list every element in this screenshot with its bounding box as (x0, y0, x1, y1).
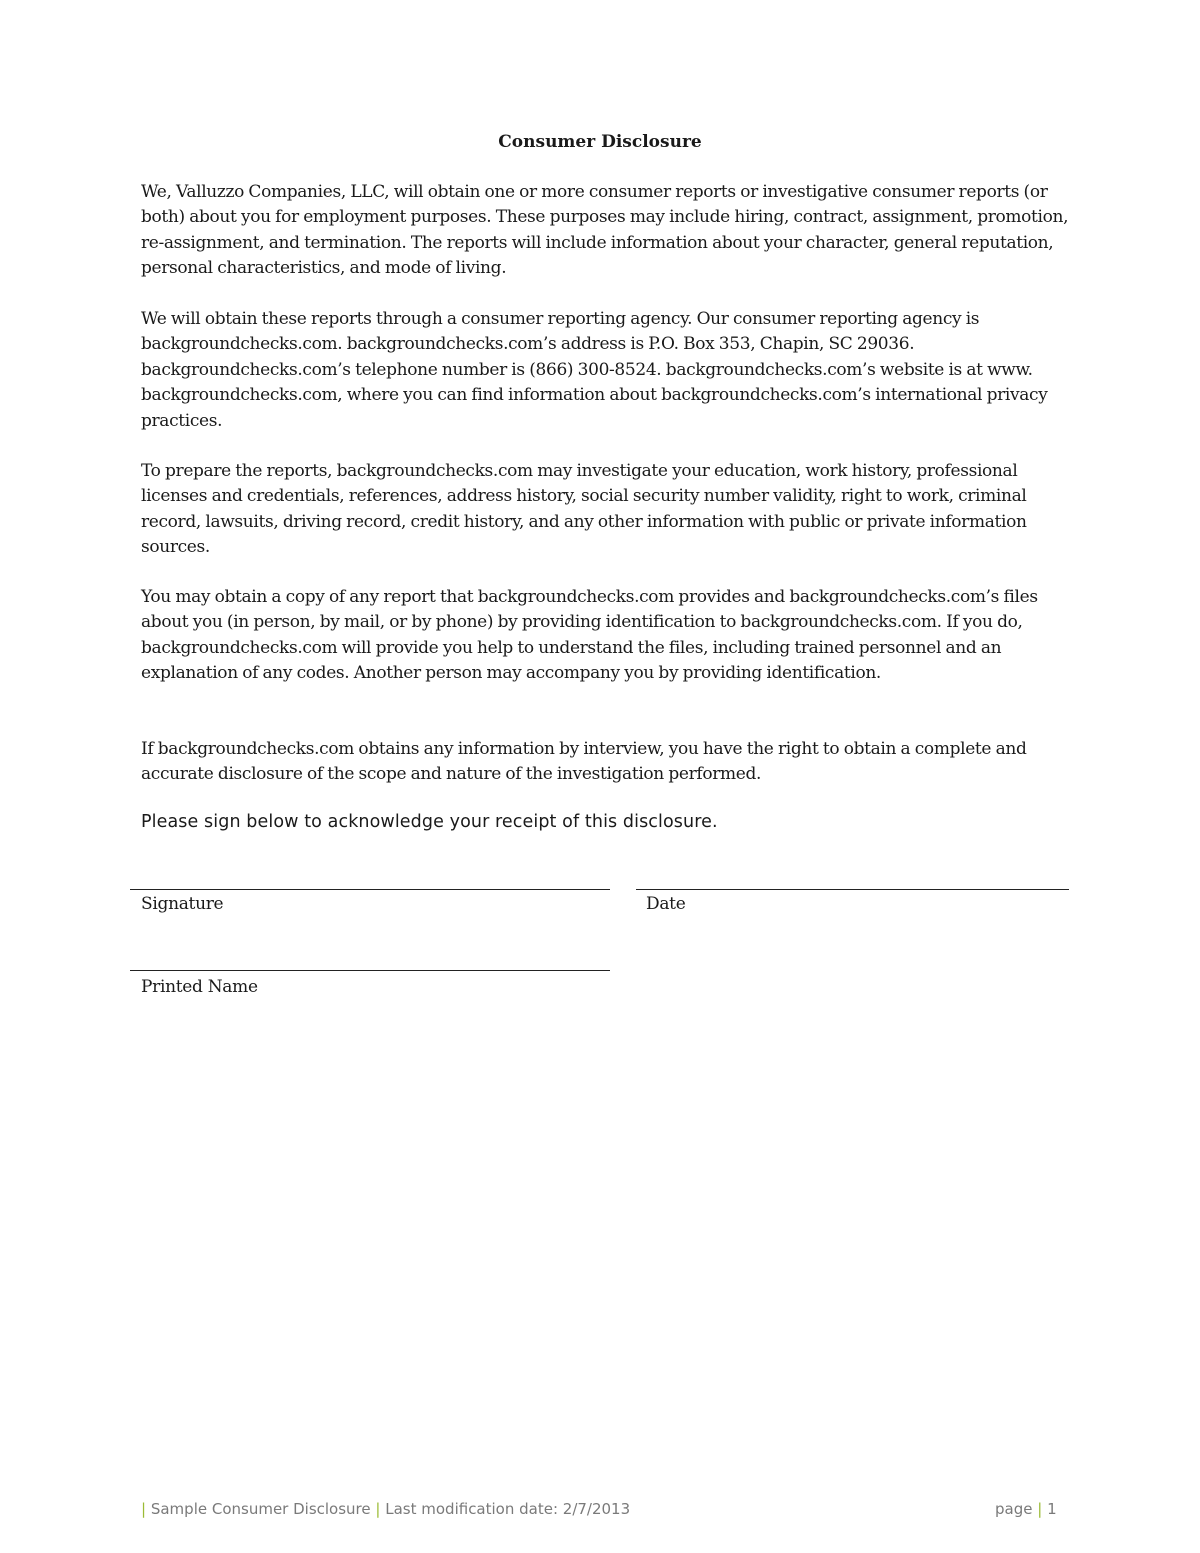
paragraph-interview: If backgroundchecks.com obtains any information by interview, you have the right to obtain a complete and accurate disclosure of the scope and nature of the investigation performed. (141, 739, 1027, 785)
paragraph-investigation: To prepare the reports, backgroundchecks.com may investigate your education, work history, professional licenses and credentials, references, address history, social security number validity, right to work, criminal record, lawsuits, driving record, credit history, and any other information with public or private information sources. (141, 461, 1027, 558)
acknowledgement-text: Please sign below to acknowledge your receipt of this disclosure. (141, 812, 718, 832)
paragraph-copy-rights: You may obtain a copy of any report that backgroundchecks.com provides and backgroundchecks.com’s files about you (in person, by mail, or by phone) by providing identification to backgroundchecks.com. If you do, backgroundchecks.com will provide you help to understand the files, including trained personnel and an explanation of any codes. Another person may accompany you by providing identification. (141, 587, 1038, 684)
printed-name-label: Printed Name (141, 977, 258, 997)
footer-document-name: Sample Consumer Disclosure (150, 1500, 371, 1518)
printed-name-line[interactable] (130, 970, 610, 971)
footer-modification-date: Last modification date: 2/7/2013 (385, 1500, 631, 1518)
footer-page-label: page (995, 1500, 1033, 1518)
footer-left (141, 1499, 630, 1519)
signature-label: Signature (141, 894, 224, 914)
footer-page-number (995, 1499, 1057, 1519)
footer-separator: | (141, 1500, 147, 1518)
signature-line[interactable] (130, 889, 610, 890)
paragraph-agency: We will obtain these reports through a consumer reporting agency. Our consumer reporting agency is backgroundchecks.com. backgroundchecks.com’s address is P.O. Box 353, Chapin, SC 29036. backgroundchecks.com’s telephone number is (866) 300-8524. backgroundchecks.com’s website is at www. backgroundchecks.com, where you can find information about backgroundchecks.com’s international privacy practices. (141, 309, 1048, 431)
date-line[interactable] (636, 889, 1069, 890)
paragraph-intro: We, Valluzzo Companies, LLC, will obtain one or more consumer reports or investigative consumer reports (or both) about you for employment purposes. These purposes may include hiring, contract, assignment, promotion, re-assignment, and termination. The reports will include information about your character, general reputation, personal characteristics, and mode of living. (141, 182, 1069, 279)
footer-page-value: 1 (1047, 1500, 1057, 1518)
page-title: Consumer Disclosure (498, 132, 702, 152)
footer-separator: | (375, 1500, 381, 1518)
footer-separator: | (1037, 1500, 1043, 1518)
date-label: Date (646, 894, 686, 914)
